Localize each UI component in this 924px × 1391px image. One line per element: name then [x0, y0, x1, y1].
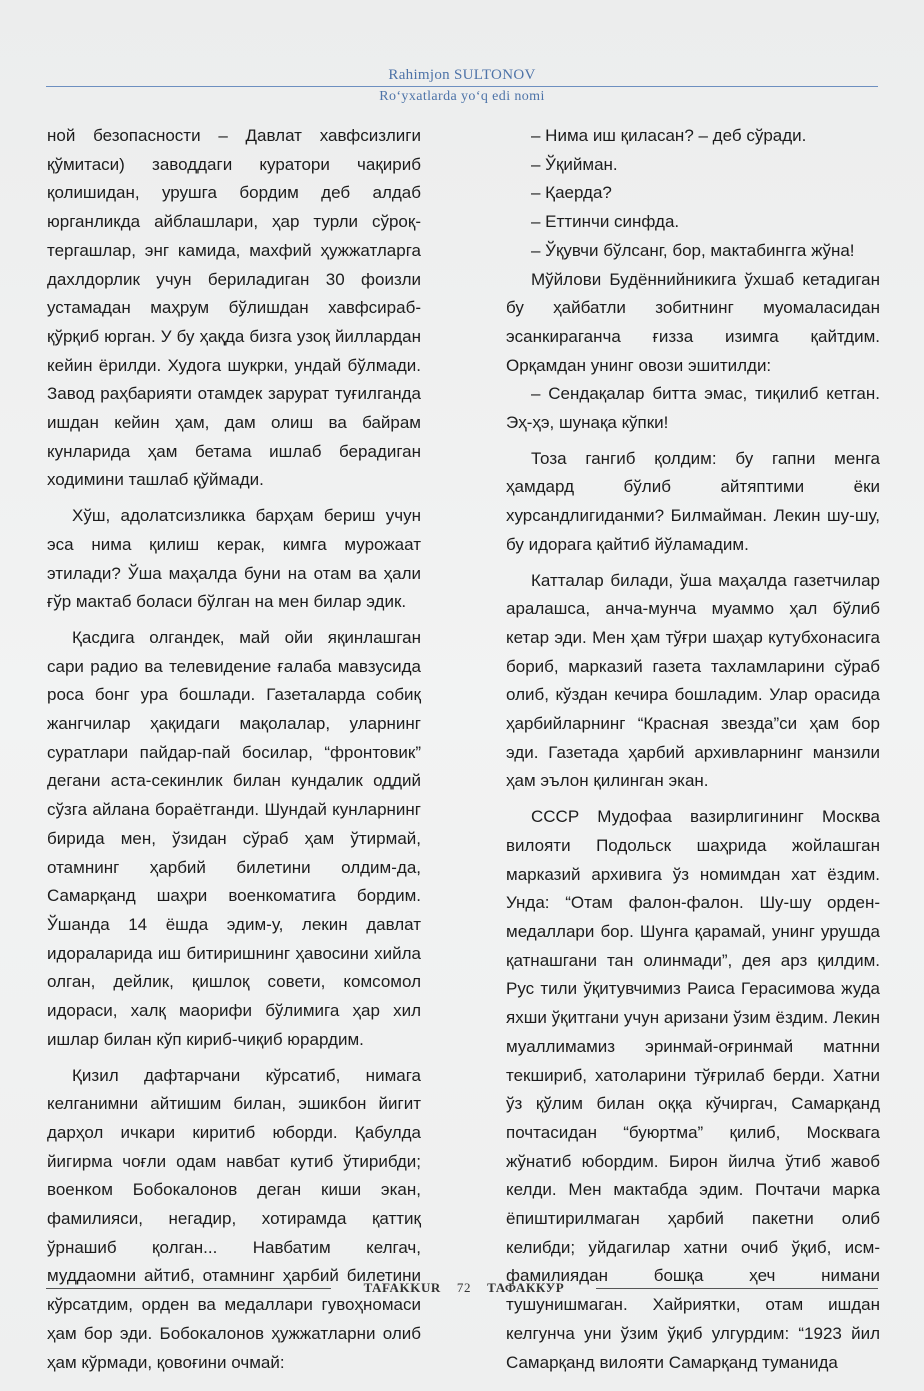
dialogue-line: – Қаерда? — [531, 183, 612, 203]
footer-rule-left — [46, 1288, 331, 1289]
page-number: 72 — [456, 1280, 472, 1295]
dialogue-line: – Еттинчи синфда. — [531, 212, 680, 232]
paragraph: СССР Мудофаа вазирлигининг Москва вилояти Подольск шаҳрида жойлашган марказий архивига ўз номимдан хат ёздим. Унда: “Отам фалон-фалон. Шу-шу орден-медаллари бор. Шунга қарамай, унинг урушда қатнашгани тан олинмади”, дея арз қилдим. Рус тили ўқитувчимиз Раиса Герасимова жуда яхши ўқитгани учун аризани ўзим ёздим. Лекин муаллимамиз эринмай-оғринмай матнни текшириб, хатоларини тўғрилаб берди. Хатни ўз қўлим билан оққа кўчиргач, Самарқанд почтасидан “буюртма” қилиб, Москвага жўнатиб юбордим. Бирон йилча ўтиб жавоб келди. Мен мактабда эдим. Почтачи марка ёпиштирилмаган ҳарбий пакетни олиб келибди; уйдагилар хатни очиб ўқиб, исм-фамилиядан бошқа ҳеч нимани тушунишмаган. Хайриятки, отам ишдан келгунча уни ўзим ўқиб улгурдим: “1923 йил Самарқанд вилояти Самарқанд туманида — [506, 807, 880, 1372]
paragraph: Қасдига олгандек, май ойи яқинлашган сари радио ва телевидение ғалаба мавзусида роса бонг ура бошлади. Газеталарда собиқ жангчилар ҳақидаги мақолалар, уларнинг суратлари пайдар-пай босилар, “фронтовик” дегани аста-секинлик билан кундалик оддий сўзга айлана бораётганди. Шундай кунларнинг бирида мен, ўзидан сўраб ҳам ўтирмай, отамнинг ҳарбий билетини олдим-да, Самарқанд шаҳри военкоматига бордим. Ўшанда 14 ёшда эдим-у, лекин давлат идораларида иш битиришнинг ҳавосини хийла олган, дейлик, қишлоқ совети, комсомол идораси, халқ маорифи бўлимига ҳар хил ишлар билан кўп кириб-чиқиб юрардим. — [47, 627, 421, 1049]
magazine-name-cyrillic: ТАФАККУР — [487, 1280, 565, 1295]
footer-label — [336, 1280, 592, 1296]
header-rule — [46, 86, 878, 87]
paragraph: Мўйлови Будённийникига ўхшаб кетадиган бу ҳайбатли зобитнинг муомаласидан эсанкираганча ғизза изимга қайтдим. Орқамдан унинг овози эшитилди: — [506, 269, 880, 375]
running-header — [46, 66, 878, 105]
author-name: Rahimjon SULTONOV — [388, 67, 536, 83]
magazine-name-latin: TAFAKKUR — [363, 1280, 441, 1295]
paragraph: ной безопасности – Давлат хавфсизлиги қўмитаси) заводдаги куратори чақириб қолишидан, урушга бордим деб алдаб юрганликда айблашлари, ҳар турли сўроқ-тергашлар, энг камида, махфий ҳужжатларга дахлдорлик учун бериладиган 30 фоизли устамадан маҳрум бўлишдан хавфсираб-қўрқиб юрган. У бу ҳақда бизга узоқ йиллардан кейин ёрилди. Худога шукрки, ундай бўлмади. Завод раҳбарияти отамдек зарурат туғилганда ишдан кейин ҳам, дам олиш ва байрам кунларида ҳам бетама ишлаб берадиган ходимини ташлаб қўймади. — [47, 126, 421, 490]
paragraph: Катталар билади, ўша маҳалда газетчилар аралашса, анча-мунча муаммо ҳал бўлиб кетар эди. Мен ҳам тўғри шаҳар кутубхонасига бориб, марказий газета тахламларини сўраб олиб, кўздан кечира бошладим. Улар орасида ҳарбийларнинг “Красная звезда”си ҳам бор эди. Газетада ҳарбий архивларнинг манзили ҳам эълон қилинган экан. — [506, 570, 880, 791]
work-title: Ro‘yxatlarda yo‘q edi nomi — [379, 89, 545, 104]
paragraph: Тоза гангиб қолдим: бу гапни менга ҳамдард бўлиб айтяптими ёки хурсандлигиданми? Билмайман. Лекин шу-шу, бу идорага қайтиб йўламадим. — [506, 448, 880, 554]
page-footer — [46, 1278, 878, 1298]
dialogue-line: – Ўқийман. — [531, 154, 618, 174]
dialogue-line: – Сендақалар битта эмас, тиқилиб кетган. Эҳ-ҳэ, шунақа кўпки! — [506, 384, 880, 433]
paragraph: Хўш, адолатсизликка барҳам бериш учун эса нима қилиш керак, кимга мурожаат этилади? Ўша маҳалда буни на отам ва ҳали ғўр мактаб боласи бўлган на мен билар эдик. — [47, 506, 421, 612]
dialogue-line: – Ўқувчи бўлсанг, бор, мактабингга жўна! — [531, 240, 855, 260]
footer-rule-right — [596, 1288, 878, 1289]
right-text-column — [506, 122, 880, 1377]
dialogue-line: – Нима иш қиласан? – деб сўради. — [531, 126, 807, 145]
paragraph: Қизил дафтарчани кўрсатиб, нимага келганимни айтишим билан, эшикбон йигит дарҳол ичкари киритиб юборди. Қабулда йигирма чоғли одам навбат кутиб ўтирибди; военком Бобокалонов деган киши экан, фамилияси, негадир, хотирамда қаттиқ ўрнашиб қолган... Навбатим келгач, муддаомни айтиб, отамнинг ҳарбий билетини кўрсатдим, орден ва медаллари гувоҳномаси ҳам бор эди. Бобокалонов ҳужжатларни олиб ҳам кўрмади, қовоғини очмай: — [47, 1065, 421, 1372]
left-text-column — [47, 122, 421, 1377]
